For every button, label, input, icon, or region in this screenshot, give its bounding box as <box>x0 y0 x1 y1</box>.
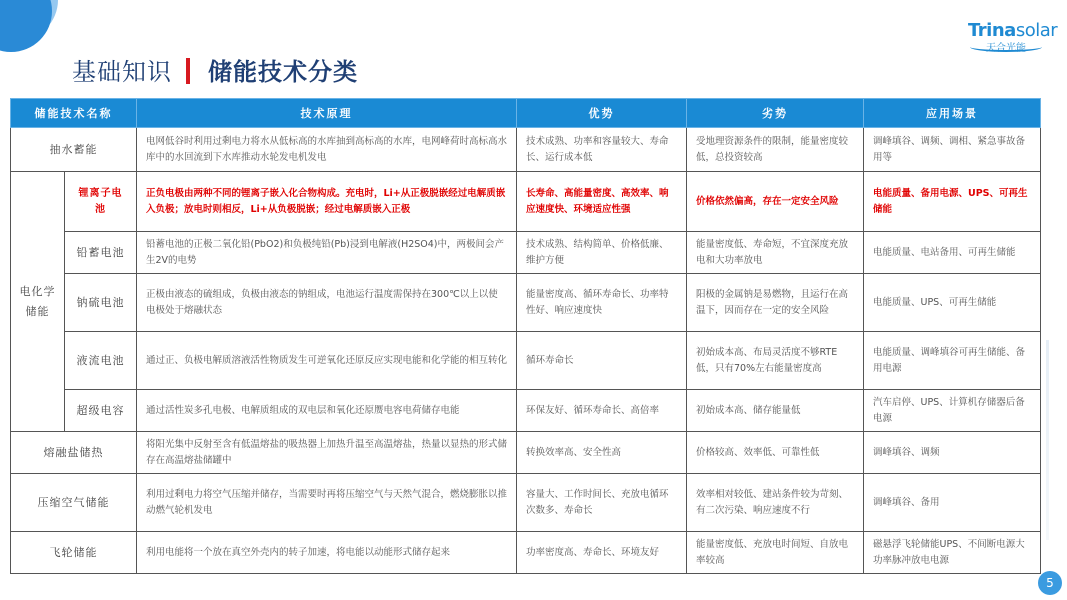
tech-name: 熔融盐储热 <box>11 432 137 474</box>
tech-name: 铅蓄电池 <box>65 232 137 274</box>
tech-cons: 初始成本高、储存能量低 <box>687 390 864 432</box>
group-electrochem: 电化学储能 <box>11 172 65 432</box>
tech-principle: 铅蓄电池的正极二氧化铅(PbO2)和负极纯铅(Pb)浸到电解液(H2SO4)中，两极间会产生2V的电势 <box>137 232 517 274</box>
tech-cons: 初始成本高、布局灵活度不够RTE低，只有70%左右能量密度高 <box>687 332 864 390</box>
tech-use: 汽车启停、UPS、计算机存储器后备电源 <box>864 390 1041 432</box>
tech-name: 液流电池 <box>65 332 137 390</box>
tech-principle: 利用过剩电力将空气压缩并储存，当需要时再将压缩空气与天然气混合，燃烧膨胀以推动燃气轮机发电 <box>137 474 517 532</box>
header-cons: 劣势 <box>687 99 864 128</box>
tech-pros: 功率密度高、寿命长、环境友好 <box>517 532 687 574</box>
header-principle: 技术原理 <box>137 99 517 128</box>
corner-decoration <box>0 0 52 52</box>
tech-pros: 容量大、工作时间长、充放电循环次数多、寿命长 <box>517 474 687 532</box>
tech-principle: 通过正、负极电解质溶液活性物质发生可逆氧化还原反应实现电能和化学能的相互转化 <box>137 332 517 390</box>
tech-pros: 能量密度高、循环寿命长、功率特性好、响应速度快 <box>517 274 687 332</box>
tech-pros: 环保友好、循环寿命长、高倍率 <box>517 390 687 432</box>
tech-use: 电能质量、UPS、可再生储能 <box>864 274 1041 332</box>
tech-cons: 价格依然偏高，存在一定安全风险 <box>687 172 864 232</box>
table-row <box>11 474 1041 532</box>
tech-name: 钠硫电池 <box>65 274 137 332</box>
table-header-row <box>11 99 1041 128</box>
tech-pros: 长寿命、高能量密度、高效率、响应速度快、环境适应性强 <box>517 172 687 232</box>
logo-arc-icon <box>970 42 1042 52</box>
tech-name: 压缩空气储能 <box>11 474 137 532</box>
tech-principle: 电网低谷时利用过剩电力将水从低标高的水库抽到高标高的水库，电网峰荷时高标高水库中的水回流到下水库推动水轮发电机发电 <box>137 128 517 172</box>
tech-cons: 能量密度低、寿命短，不宜深度充放电和大功率放电 <box>687 232 864 274</box>
tech-name: 抽水蓄能 <box>11 128 137 172</box>
tech-principle: 通过活性炭多孔电极、电解质组成的双电层和氧化还原赝电容电荷储存电能 <box>137 390 517 432</box>
tech-principle: 利用电能将一个放在真空外壳内的转子加速，将电能以动能形式储存起来 <box>137 532 517 574</box>
tech-use: 调峰填谷、调频、调相、紧急事故备用等 <box>864 128 1041 172</box>
table-row <box>11 232 1041 274</box>
tech-use: 电能质量、备用电源、UPS、可再生储能 <box>864 172 1041 232</box>
storage-tech-table <box>10 98 1041 574</box>
side-decoration <box>1046 340 1049 540</box>
page-title <box>72 52 358 87</box>
tech-principle: 将阳光集中反射至含有低温熔盐的吸热器上加热升温至高温熔盐，热量以显热的形式储存在高温熔盐储罐中 <box>137 432 517 474</box>
tech-cons: 受地理资源条件的限制，能量密度较低，总投资较高 <box>687 128 864 172</box>
tech-cons: 价格较高、效率低、可靠性低 <box>687 432 864 474</box>
tech-cons: 能量密度低、充放电时间短、自放电率较高 <box>687 532 864 574</box>
header-use: 应用场景 <box>864 99 1041 128</box>
trinasolar-logo <box>968 20 1058 60</box>
tech-name: 锂离子电池 <box>65 172 137 232</box>
tech-principle: 正负电极由两种不同的锂离子嵌入化合物构成。充电时，Li+从正极脱嵌经过电解质嵌入负极；放电时则相反，Li+从负极脱嵌；经过电解质嵌入正极 <box>137 172 517 232</box>
tech-name: 飞轮储能 <box>11 532 137 574</box>
table-row <box>11 128 1041 172</box>
tech-pros: 技术成熟、功率和容量较大、寿命长、运行成本低 <box>517 128 687 172</box>
tech-pros: 技术成熟、结构简单、价格低廉、维护方便 <box>517 232 687 274</box>
page-number: 5 <box>1038 571 1062 595</box>
header-pros: 优势 <box>517 99 687 128</box>
tech-use: 磁悬浮飞轮储能UPS、不间断电源大功率脉冲放电电源 <box>864 532 1041 574</box>
table-row <box>11 532 1041 574</box>
tech-use: 调峰填谷、调频 <box>864 432 1041 474</box>
table-row-highlighted <box>11 172 1041 232</box>
table-row <box>11 432 1041 474</box>
tech-use: 电能质量、电站备用、可再生储能 <box>864 232 1041 274</box>
table-row <box>11 274 1041 332</box>
table-row <box>11 332 1041 390</box>
title-category: 基础知识 <box>72 58 172 86</box>
tech-principle: 正极由液态的硫组成，负极由液态的钠组成，电池运行温度需保持在300℃以上以使电极处于熔融状态 <box>137 274 517 332</box>
title-main: 储能技术分类 <box>208 57 358 86</box>
tech-cons: 阳极的金属钠是易燃物，且运行在高温下，因而存在一定的安全风险 <box>687 274 864 332</box>
tech-cons: 效率相对较低、建站条件较为苛刻、有二次污染、响应速度不行 <box>687 474 864 532</box>
tech-use: 电能质量、调峰填谷可再生储能、备用电源 <box>864 332 1041 390</box>
title-divider <box>186 58 190 84</box>
tech-pros: 转换效率高、安全性高 <box>517 432 687 474</box>
tech-pros: 循环寿命长 <box>517 332 687 390</box>
logo-brand: Trinasolar <box>968 20 1058 41</box>
tech-use: 调峰填谷、备用 <box>864 474 1041 532</box>
header-name: 储能技术名称 <box>11 99 137 128</box>
table-row <box>11 390 1041 432</box>
logo-sub: 天合光能 <box>986 43 1026 54</box>
tech-name: 超级电容 <box>65 390 137 432</box>
